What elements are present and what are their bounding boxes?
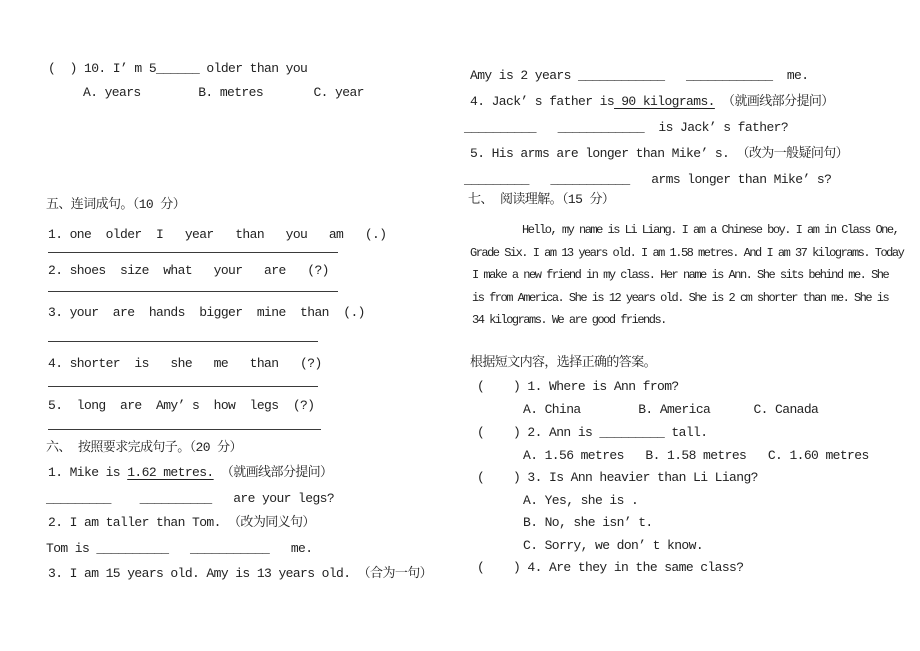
s6-q5-answer-blank: _________ ___________ arms longer than Mike’ s? <box>464 172 832 187</box>
s5-item-1: 1. one older I year than you am (.) <box>48 227 387 242</box>
s5-answer-rule-4 <box>48 386 318 387</box>
s7-q3-option-a: A. Yes, she is . <box>523 493 639 508</box>
s7-q3-option-c: C. Sorry, we don’ t know. <box>523 538 704 553</box>
s7-instruction: 根据短文内容，选择正确的答案。 <box>470 355 657 370</box>
s6-q2-stem: 2. I am taller than Tom. （改为同义句） <box>48 515 315 530</box>
s7-q2-stem: ( ) 2. Ann is _________ tall. <box>477 425 708 440</box>
s7-q4-stem: ( ) 4. Are they in the same class? <box>477 560 744 575</box>
s6-q4-note: （就画线部分提问） <box>714 94 834 109</box>
s6-q1-note: （就画线部分提问） <box>213 465 333 480</box>
s6-q4-underlined-part: 90 kilograms. <box>614 94 715 109</box>
s5-answer-rule-1 <box>48 252 338 253</box>
section-7-title: 七、 阅读理解。（15 分） <box>468 192 615 207</box>
s6-q4-stem <box>470 93 834 110</box>
s5-item-4: 4. shorter is she me than (?) <box>48 356 322 371</box>
s6-q2-answer-blank: Tom is __________ ___________ me. <box>46 541 313 556</box>
passage-line-2: Grade Six. I am 13 years old. I am 1.58 metres. And I am 37 kilograms. Today <box>470 246 904 260</box>
passage-line-5: 34 kilograms. We are good friends. <box>472 313 666 327</box>
s6-q3-stem: 3. I am 15 years old. Amy is 13 years old. （合为一句） <box>48 566 433 581</box>
s6-q5-stem: 5. His arms are longer than Mike’ s. （改为一般疑问句） <box>470 146 849 161</box>
passage-line-1: Hello, my name is Li Liang. I am a Chinese boy. I am in Class One, <box>522 223 899 237</box>
s6-q4-answer-blank: __________ ____________ is Jack’ s father? <box>464 120 789 135</box>
passage-line-3: I make a new friend in my class. Her name is Ann. She sits behind me. She <box>472 268 889 282</box>
section-6-title: 六、 按照要求完成句子。（20 分） <box>46 440 242 455</box>
passage-line-4: is from America. She is 12 years old. She is 2 cm shorter than me. She is <box>472 291 889 305</box>
s6-q1-answer-blank: _________ __________ are your legs? <box>46 491 335 506</box>
section-5-title: 五、连词成句。（10 分） <box>46 197 186 212</box>
s6-q1-underlined-part: 1.62 metres. <box>127 465 214 480</box>
s5-answer-rule-3 <box>48 341 318 342</box>
s5-answer-rule-2 <box>48 291 338 292</box>
s7-q2-options: A. 1.56 metres B. 1.58 metres C. 1.60 metres <box>523 448 869 463</box>
s7-q1-options: A. China B. America C. Canada <box>523 402 819 417</box>
s5-item-2: 2. shoes size what your are (?) <box>48 263 329 278</box>
s6-q3-answer-blank: Amy is 2 years ____________ ____________ me. <box>470 68 809 83</box>
s5-answer-rule-5 <box>48 429 321 430</box>
question-10-options: A. years B. metres C. year <box>83 85 364 100</box>
s7-q1-stem: ( ) 1. Where is Ann from? <box>477 379 679 394</box>
s5-item-5: 5. long are Amy’ s how legs (?) <box>48 398 315 413</box>
s6-q1-text: 1. Mike is <box>48 465 128 480</box>
s6-q1-stem <box>48 464 332 481</box>
s5-item-3: 3. your are hands bigger mine than (.) <box>48 305 365 320</box>
s6-q4-text: 4. Jack’ s father is <box>470 94 615 109</box>
s7-q3-option-b: B. No, she isn’ t. <box>523 515 653 530</box>
question-10-stem: ( ) 10. I’ m 5______ older than you <box>48 61 308 76</box>
s7-q3-stem: ( ) 3. Is Ann heavier than Li Liang? <box>477 470 758 485</box>
